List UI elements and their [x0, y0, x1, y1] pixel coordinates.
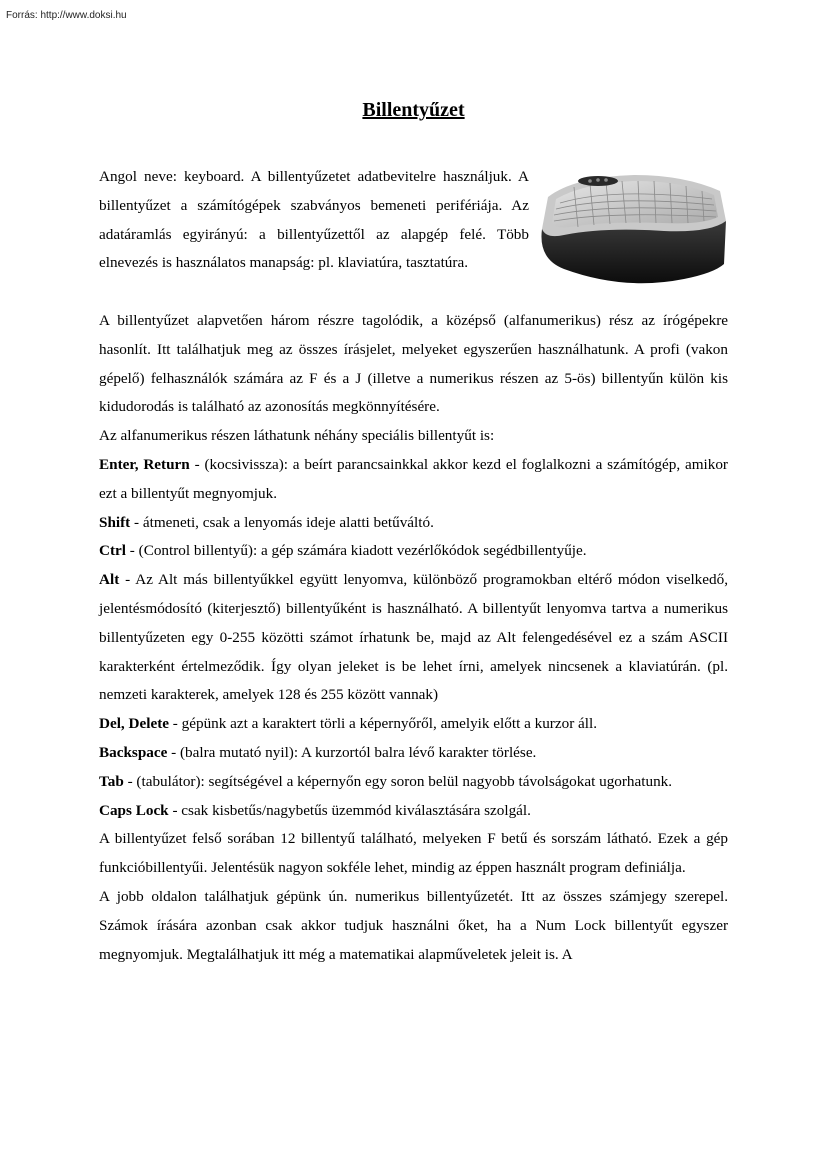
- source-link[interactable]: Forrás: http://www.doksi.hu: [6, 10, 127, 21]
- document-body: [99, 163, 728, 969]
- key-definition: Caps Lock - csak kisbetűs/nagybetűs üzemmód kiválasztására szolgál.: [99, 801, 531, 819]
- key-definition: Del, Delete - gépünk azt a karaktert törli a képernyőről, amelyik előtt a kurzor áll.: [99, 715, 598, 733]
- key-definition: Alt - Az Alt más billentyűkkel együtt lenyomva, különböző programokban eltérő módon viselkedő, jelentésmódosító (kiterjesztő) billentyűként is használható. A billentyűt lenyomva tartva a numerikus billentyűzeten egy 0-255 közötti számot írhatunk be, majd az Alt felengedésével ez a szám ASCII karakterként értelmeződik. Így olyan jeleket is be lehet írni, amelyek nincsenek a klaviatúrán. (pl. nemzeti karakterek, amelyek 128 és 255 között vannak): [99, 571, 728, 704]
- key-definition: Backspace - (balra mutató nyil): A kurzortól balra lévő karakter törlése.: [99, 743, 537, 761]
- key-term: Shift: [99, 513, 131, 531]
- paragraph: A jobb oldalon találhatjuk gépünk ún. numerikus billentyűzetét. Itt az összes számjegy szerepel. Számok írására azonban csak akkor tudjuk használni őket, ha a Num Lock billentyűt egyszer megnyomjuk. Megtalálhatjuk itt még a matematikai alapműveletek jeleit is. A: [99, 887, 728, 963]
- key-definition: Shift - átmeneti, csak a lenyomás ideje alatti betűváltó.: [99, 513, 434, 531]
- key-term: Ctrl: [99, 542, 126, 560]
- page-title: Billentyűzet: [362, 99, 465, 121]
- key-definition: Tab - (tabulátor): segítségével a képernyőn egy soron belül nagyobb távolságokat ugorhatunk.: [99, 772, 673, 790]
- paragraph: A billentyűzet felső sorában 12 billentyű található, melyeken F betű és sorszám látható. Ezek a gép funkcióbillentyűi. Jelentésük nagyon sokféle lehet, mindig az éppen használt program definiálja.: [99, 830, 728, 877]
- key-term: Del, Delete: [99, 715, 169, 733]
- paragraph: Az alfanumerikus részen láthatunk néhány speciális billentyűt is:: [99, 427, 495, 445]
- key-definition: Enter, Return - (kocsivissza): a beírt parancsainkkal akkor kezd el foglalkozni a számítógép, amikor ezt a billentyűt megnyomjuk.: [99, 455, 728, 502]
- keyboard-photo-icon: [534, 169, 728, 287]
- intro-section: [99, 163, 728, 307]
- key-term: Caps Lock: [99, 801, 169, 819]
- paragraph: A billentyűzet alapvetően három részre tagolódik, a középső (alfanumerikus) rész az írógépekre hasonlít. Itt találhatjuk meg az összes írásjelet, melyeket egyszerűen használhatunk. A profi (vakon gépelő) felhasználók számára az F és a J (illetve a numerikus részen az 5-ös) billentyűn külön kis kidudorodás is található az azonosítás megkönnyítésére.: [99, 312, 728, 416]
- key-term: Tab: [99, 772, 124, 790]
- key-term: Enter, Return: [99, 455, 190, 473]
- intro-paragraph: Angol neve: keyboard. A billentyűzetet adatbevitelre használjuk. A billentyűzet a számítógépek szabványos bemeneti perifériája. Az adatáramlás egyirányú: a billentyűzettől az alapgép felé. Több elnevezés is használatos manapság: pl. klaviatúra, tasztatúra.: [99, 168, 529, 272]
- keyboard-image: [534, 169, 728, 287]
- key-definition: Ctrl - (Control billentyű): a gép számára kiadott vezérlőkódok segédbillentyűje.: [99, 542, 587, 560]
- key-term: Backspace: [99, 743, 168, 761]
- key-term: Alt: [99, 571, 120, 589]
